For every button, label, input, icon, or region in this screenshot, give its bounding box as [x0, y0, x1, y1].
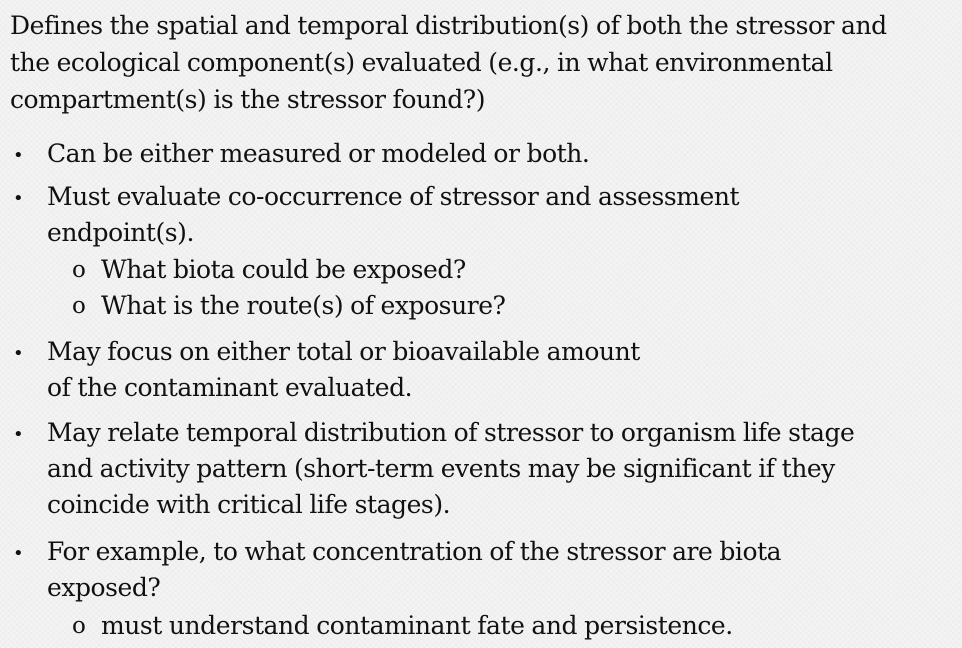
bullet-line: For example, to what concentration of the stressor are biota: [47, 537, 782, 566]
bullet-line: and activity pattern (short-term events may be significant if they: [47, 454, 835, 483]
bullet-text: [47, 334, 640, 406]
bullet-marker: •: [13, 145, 24, 166]
bullet-text: [47, 534, 781, 606]
bullet-marker: •: [13, 543, 24, 564]
bullet-text: [47, 415, 854, 523]
intro-line: Defines the spatial and temporal distribution(s) of both the stressor and: [10, 11, 887, 40]
sub-marker: o: [72, 613, 86, 639]
bullet-line: coincide with critical life stages).: [47, 490, 451, 519]
bullet-line: Must evaluate co-occurrence of stressor and assessment: [47, 182, 740, 211]
bullet-line: May relate temporal distribution of stressor to organism life stage: [47, 418, 855, 447]
bullet-line: Can be either measured or modeled or both.: [47, 139, 590, 168]
bullet-marker: •: [13, 343, 24, 364]
sub-marker: o: [72, 293, 86, 319]
bullet-line: exposed?: [47, 573, 161, 602]
intro-line: the ecological component(s) evaluated (e.g., in what environmental: [10, 48, 833, 77]
bullet-text: [47, 136, 589, 172]
bullet-line: of the contaminant evaluated.: [47, 373, 413, 402]
bullet-text: [47, 179, 739, 251]
bullet-line: endpoint(s).: [47, 218, 194, 247]
bullet-line: May focus on either total or bioavailable amount: [47, 337, 640, 366]
sub-marker: o: [72, 257, 86, 283]
bullet-marker: •: [13, 424, 24, 445]
sub-item-text: What biota could be exposed?: [101, 255, 466, 284]
sub-item-text: must understand contaminant fate and persistence.: [101, 611, 733, 640]
sub-item-text: What is the route(s) of exposure?: [101, 291, 506, 320]
intro-paragraph: [10, 7, 955, 118]
bullet-marker: •: [13, 188, 24, 209]
intro-line: compartment(s) is the stressor found?): [10, 85, 486, 114]
